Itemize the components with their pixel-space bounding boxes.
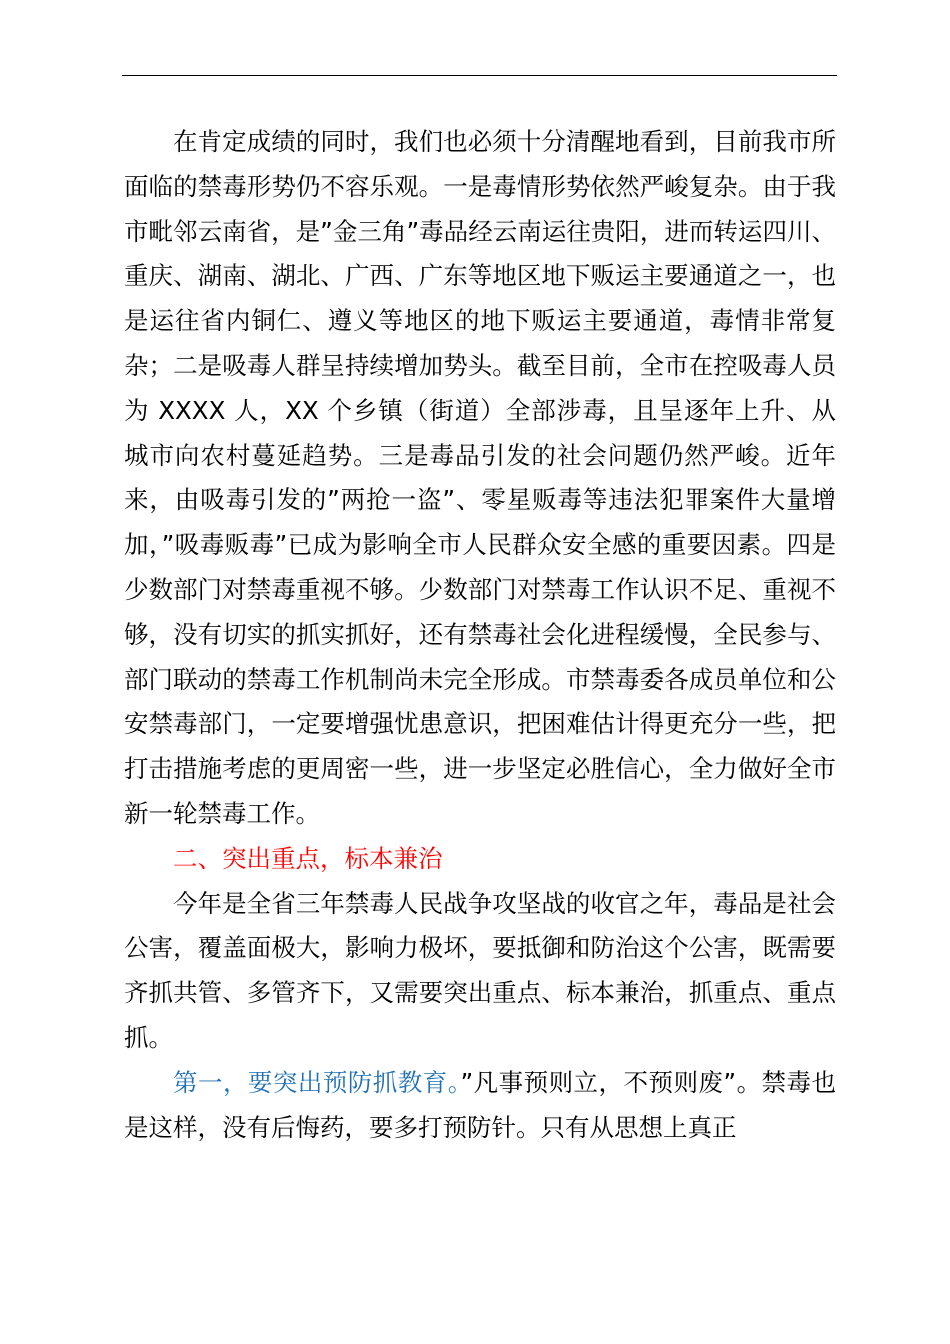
paragraph-text-prevention: ”凡事预则立，不预则废”。禁毒也是这样，没有后悔药，要多打预防针。只有从思想上真正: [124, 1067, 836, 1142]
paragraph-intro-section-2: 今年是全省三年禁毒人民战争攻坚战的收官之年，毒品是社会公害，覆盖面极大，影响力极坏，要抵御和防治这个公害，既需要齐抓共管、多管齐下，又需要突出重点、标本兼治，抓重点、重点抓。: [124, 888, 836, 1052]
paragraph-lead-prevention: 第一，要突出预防抓教育。: [173, 1067, 461, 1097]
header-rule: [122, 75, 837, 76]
paragraph-situation: 在肯定成绩的同时，我们也必须十分清醒地看到，目前我市所面临的禁毒形势仍不容乐观。一是毒情形势依然严峻复杂。由于我市毗邻云南省，是”金三角”毒品经云南运往贵阳，进而转运四川、重庆、湖南、湖北、广西、广东等地区地下贩运主要通道之一，也是运往省内铜仁、遵义等地区的地下贩运主要通道，毒情非常复杂；二是吸毒人群呈持续增加势头。截至目前，全市在控吸毒人员为 XXXX 人，XX 个乡镇（街道）全部涉毒，且呈逐年上升、从城市向农村蔓延趋势。三是毒品引发的社会问题仍然严峻。近年来，由吸毒引发的”两抢一盗”、零星贩毒等违法犯罪案件大量增加，”吸毒贩毒”已成为影响全市人民群众安全感的重要因素。四是少数部门对禁毒重视不够。少数部门对禁毒工作认识不足、重视不够，没有切实的抓实抓好，还有禁毒社会化进程缓慢，全民参与、部门联动的禁毒工作机制尚未完全形成。市禁毒委各成员单位和公安禁毒部门，一定要增强忧患意识，把困难估计得更充分一些，把打击措施考虑的更周密一些，进一步坚定必胜信心，全力做好全市新一轮禁毒工作。: [124, 127, 836, 828]
section-heading-2: 二、突出重点，标本兼治: [173, 843, 443, 873]
paragraph-prevention: [124, 1061, 836, 1151]
document-body: [124, 120, 836, 1150]
